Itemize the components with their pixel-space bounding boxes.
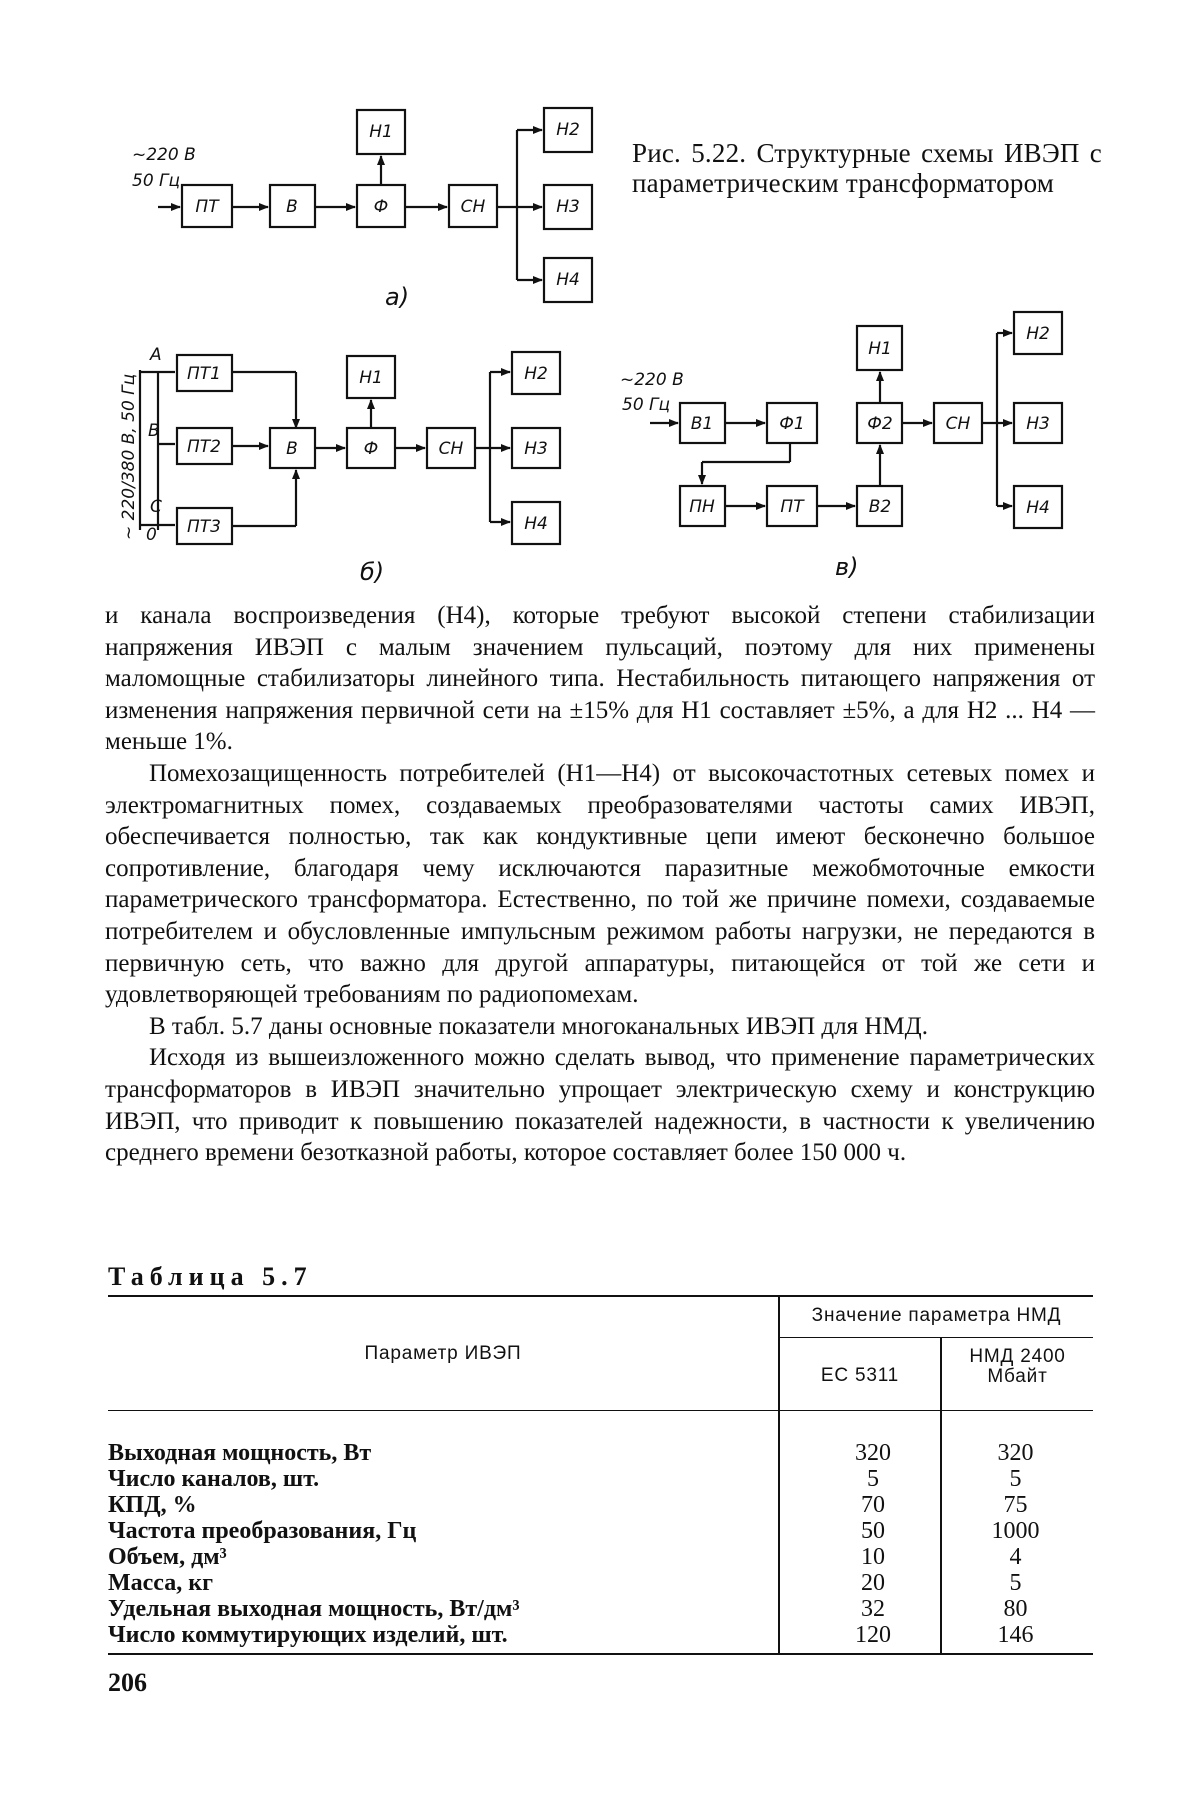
table-row [108,1596,1093,1622]
row-name: КПД, % [108,1492,197,1518]
header-col2-line2: Мбайт [987,1366,1048,1387]
c-block-pn: ПН [689,497,715,517]
a-label: а) [385,283,410,311]
b-block-pt1: ПТ1 [187,364,221,384]
header-group: Значение параметра НМД [811,1305,1062,1326]
b-input: ~ 220/380 В, 50 Гц [119,373,139,540]
row-value-es5311: 120 [855,1622,891,1648]
table-row [108,1622,1093,1648]
b-block-f: Ф [363,439,379,459]
block-diagrams [0,0,1200,590]
c-block-n4: Н4 [1026,498,1050,518]
paragraph: В табл. 5.7 даны основные показатели многоканальных ИВЭП для НМД. [149,1012,928,1040]
row-value-nmd2400: 146 [997,1622,1034,1648]
body-text [105,600,1095,1169]
header-param: Параметр ИВЭП [364,1343,522,1364]
row-value-nmd2400: 320 [997,1440,1034,1466]
b-phase-a: А [150,345,162,365]
b-phase-c: С [150,497,162,517]
b-label: б) [360,558,385,586]
b-block-pt2: ПТ2 [187,437,221,457]
a-input-voltage: ~220 В [132,145,196,165]
row-value-es5311: 20 [861,1570,885,1596]
row-name: Частота преобразования, Гц [108,1518,417,1544]
row-value-nmd2400: 4 [1009,1544,1022,1570]
c-block-sn: СН [945,414,971,434]
header-col2 [942,1347,1093,1387]
c-input-voltage: ~220 В [620,370,684,390]
table-row [108,1518,1093,1544]
b-block-n1: Н1 [359,368,383,388]
b-phase-0: 0 [146,525,157,545]
row-value-nmd2400: 1000 [991,1518,1040,1544]
row-value-nmd2400: 75 [1003,1492,1028,1518]
table-row [108,1466,1093,1492]
b-block-n2: Н2 [524,364,548,384]
c-block-n1: Н1 [868,339,892,359]
row-value-nmd2400: 5 [1009,1570,1022,1596]
a-block-pt: ПТ [195,197,219,217]
c-block-f1: Ф1 [779,414,805,434]
row-name: Число каналов, шт. [108,1466,320,1492]
table-title: Таблица 5.7 [108,1262,313,1291]
parameters-table [108,1295,1093,1655]
paragraph: Помехозащищенность потребителей (Н1—Н4) от высокочастотных сетевых помех и электромагнитных помех, создаваемых преобразователями частоты самих ИВЭП, обеспечивается полностью, так как кондуктивные цепи имеют бесконечно большое сопротивление, благодаря чему исключаются паразитные межобмоточные емкости параметрического трансформатора. Естественно, по той же причине помехи, создаваемые потребителем и обусловленные импульсным режимом работы нагрузки, не передаются в первичную сеть, что важно для другой аппаратуры, питающейся от той же сети и удовлетворяющей требованиям по радиопомехам. [105,759,1095,1009]
a-block-n1: Н1 [369,122,393,142]
table-row [108,1570,1093,1596]
row-value-es5311: 70 [861,1492,885,1518]
row-value-nmd2400: 80 [1003,1596,1028,1622]
c-block-pt: ПТ [780,497,804,517]
row-value-es5311: 10 [861,1544,885,1570]
row-name: Объем, дм³ [108,1544,227,1570]
b-block-n3: Н3 [524,439,548,459]
row-value-es5311: 5 [867,1466,879,1492]
c-block-v1: В1 [690,414,714,434]
c-block-v2: В2 [868,497,892,517]
row-value-es5311: 50 [861,1518,885,1544]
row-name: Выходная мощность, Вт [108,1440,372,1466]
a-block-n3: Н3 [556,197,580,217]
b-block-n4: Н4 [524,514,548,534]
c-block-n2: Н2 [1026,324,1050,344]
a-input-freq: 50 Гц [132,171,181,191]
a-block-v: В [286,197,298,217]
row-name: Удельная выходная мощность, Вт/дм³ [108,1596,520,1622]
a-block-n2: Н2 [556,120,580,140]
row-value-es5311: 32 [861,1596,885,1622]
c-input-freq: 50 Гц [622,395,671,415]
b-block-pt3: ПТ3 [187,517,221,537]
table-body [108,1440,1093,1648]
b-block-sn: СН [438,439,464,459]
c-label: в) [835,553,859,581]
figure-caption: Рис. 5.22. Структурные схемы ИВЭП с параметрическим трансформатором [632,138,1102,198]
a-block-n4: Н4 [556,270,580,290]
c-block-n3: Н3 [1026,414,1050,434]
b-block-v: В [286,439,298,459]
paragraph: и канала воспроизведения (Н4), которые требуют высокой степени стабилизации напряжения ИВЭП с малым значением пульсаций, поэтому для них применены маломощные стабилизаторы линейного типа. Нестабильность питающего напряжения от изменения напряжения первичной сети на ±15% для Н1 составляет ±5%, а для Н2 ... Н4 — меньше 1%. [105,602,1095,756]
page-number: 206 [108,1668,147,1697]
c-block-f2: Ф2 [867,414,893,434]
header-col1: ЕС 5311 [820,1365,900,1386]
table-row [108,1440,1093,1466]
paragraph: Исходя из вышеизложенного можно сделать вывод, что применение параметрических трансформаторов в ИВЭП значительно упрощает электрическую схему и конструкцию ИВЭП, что приводит к повышению показателей надежности, в частности к увеличению среднего времени безотказной работы, которое составляет более 150 000 ч. [105,1044,1095,1167]
table-row [108,1492,1093,1518]
row-value-nmd2400: 5 [1009,1466,1022,1492]
b-phase-b: В [148,421,160,441]
row-value-es5311: 320 [855,1440,891,1466]
a-block-sn: СН [460,197,486,217]
row-name: Масса, кг [108,1570,213,1596]
a-block-f: Ф [373,197,389,217]
table-row [108,1544,1093,1570]
header-col2-line1: НМД 2400 [969,1346,1066,1367]
row-name: Число коммутирующих изделий, шт. [108,1622,508,1648]
